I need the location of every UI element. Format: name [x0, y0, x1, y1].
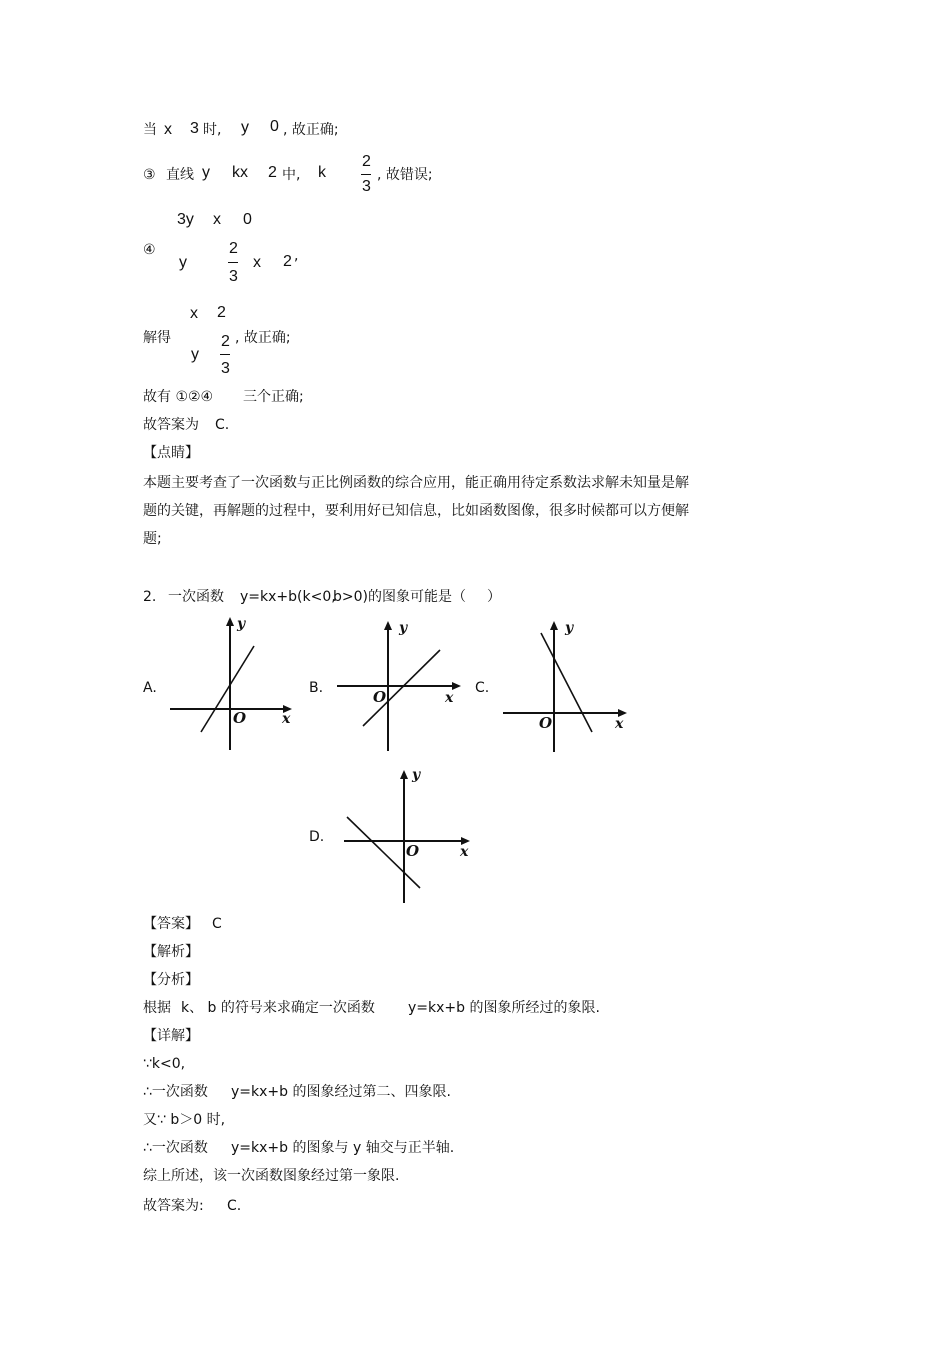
note-line: 题; [143, 531, 162, 547]
y-axis-label: y [237, 616, 246, 632]
option-label-d[interactable]: D. [309, 829, 325, 845]
fraction-bar [361, 174, 371, 175]
fraction-bar [220, 354, 230, 355]
x-axis-label: x [445, 690, 454, 706]
answer-value: C. [215, 417, 230, 433]
text: 当 [143, 122, 157, 138]
section-header: 【点睛】 [143, 445, 199, 461]
section-header: 【分析】 [143, 972, 199, 988]
summary-text: 故有 ①②④ [143, 389, 214, 405]
circled-number: ④ [143, 242, 156, 258]
math-var: y [191, 346, 199, 363]
text: , 故正确; [283, 122, 339, 138]
math-num: 0 [243, 211, 252, 228]
detail-step: 故答案为: [143, 1198, 204, 1214]
y-axis-arrow [550, 621, 558, 630]
section-header: 【解析】 [143, 944, 199, 960]
option-a-graph[interactable] [168, 614, 294, 753]
math-var: k [318, 164, 326, 181]
y-axis-arrow [400, 770, 408, 779]
summary-text: 三个正确; [243, 389, 304, 405]
note-line: 本题主要考查了一次函数与正比例函数的综合应用，能正确用待定系数法求解未知量是解 [143, 475, 689, 491]
text: 解得 [143, 330, 171, 346]
answer-text: 故答案为 [143, 417, 199, 433]
x-axis-label: x [460, 844, 469, 860]
y-axis-label: y [412, 767, 421, 783]
detail-step: ∴一次函数 [143, 1084, 208, 1100]
origin-label: O [373, 688, 387, 706]
note-line: 题的关键，再解题的过程中，要利用好已知信息，比如函数图像，很多时候都可以方便解 [143, 503, 689, 519]
fraction-denominator: 3 [221, 360, 230, 377]
option-c-graph[interactable] [497, 613, 633, 755]
fraction-numerator: 2 [362, 153, 371, 170]
math-expr: 3y [177, 211, 194, 228]
y-axis-arrow [384, 621, 392, 630]
math-var: x [213, 211, 221, 228]
question-number: 2. [143, 589, 157, 605]
detail-step: 综上所述，该一次函数图象经过第一象限. [143, 1168, 400, 1184]
text: 时, [203, 122, 222, 138]
math-var: x [190, 305, 198, 322]
analysis-text: k、 b 的符号来求确定一次函数 [181, 1000, 375, 1016]
math-expr: y=kx+b(k<0, [240, 589, 336, 605]
math-var: y [202, 164, 210, 181]
text: 直线 [166, 167, 194, 183]
fraction-bar [228, 262, 238, 263]
detail-step: ∵k<0, [143, 1056, 186, 1072]
detail-step: y=kx+b 的图象与 [231, 1140, 349, 1156]
text: b>0)的图象可能是（ [333, 589, 466, 605]
option-d-graph[interactable] [334, 763, 477, 905]
text: , 故错误; [377, 167, 433, 183]
analysis-text: 根据 [143, 1000, 171, 1016]
circled-number: ③ [143, 167, 156, 183]
detail-step: 又∵ b＞0 时, [143, 1112, 226, 1128]
origin-label: O [406, 842, 420, 860]
y-axis-label: y [565, 620, 574, 636]
math-num: 2 [268, 164, 277, 181]
math-var: x [164, 121, 172, 138]
detail-step: y=kx+b 的图象经过第二、四象限. [231, 1084, 451, 1100]
math-num: 2 [217, 304, 226, 321]
fraction-numerator: 2 [229, 240, 238, 257]
detail-step: ∴一次函数 [143, 1140, 208, 1156]
section-header: 【详解】 [143, 1028, 199, 1044]
origin-label: O [233, 709, 247, 727]
math-var: x [253, 254, 261, 271]
analysis-text: y=kx+b 的图象所经过的象限. [408, 1000, 600, 1016]
math-var: y [241, 119, 249, 136]
option-b-graph[interactable] [333, 616, 464, 754]
option-label-c[interactable]: C. [475, 680, 490, 696]
fraction-denominator: 3 [229, 268, 238, 285]
math-num: 0 [270, 118, 279, 135]
answer-value: C [212, 916, 222, 932]
y-axis-arrow [226, 617, 234, 626]
option-label-b[interactable]: B. [309, 680, 324, 696]
math-num: 2 [283, 253, 292, 270]
math-var: y [179, 254, 187, 271]
x-axis-label: x [615, 716, 624, 732]
y-axis-label: y [399, 620, 408, 636]
text: , 故正确; [235, 330, 291, 346]
text: ） [487, 589, 501, 605]
origin-label: O [539, 714, 553, 732]
detail-step: y 轴交与正半轴. [353, 1140, 455, 1156]
x-axis-label: x [282, 711, 291, 727]
x-axis-arrow [452, 682, 461, 690]
text: , [294, 248, 299, 264]
text: 一次函数 [168, 589, 224, 605]
fraction-numerator: 2 [221, 333, 230, 350]
text: 中, [282, 167, 301, 183]
math-num: 3 [190, 120, 199, 137]
fraction-denominator: 3 [362, 178, 371, 195]
math-expr: kx [232, 164, 248, 181]
answer-value: C. [227, 1198, 242, 1214]
option-label-a[interactable]: A. [143, 680, 157, 696]
section-header: 【答案】 [143, 916, 199, 932]
